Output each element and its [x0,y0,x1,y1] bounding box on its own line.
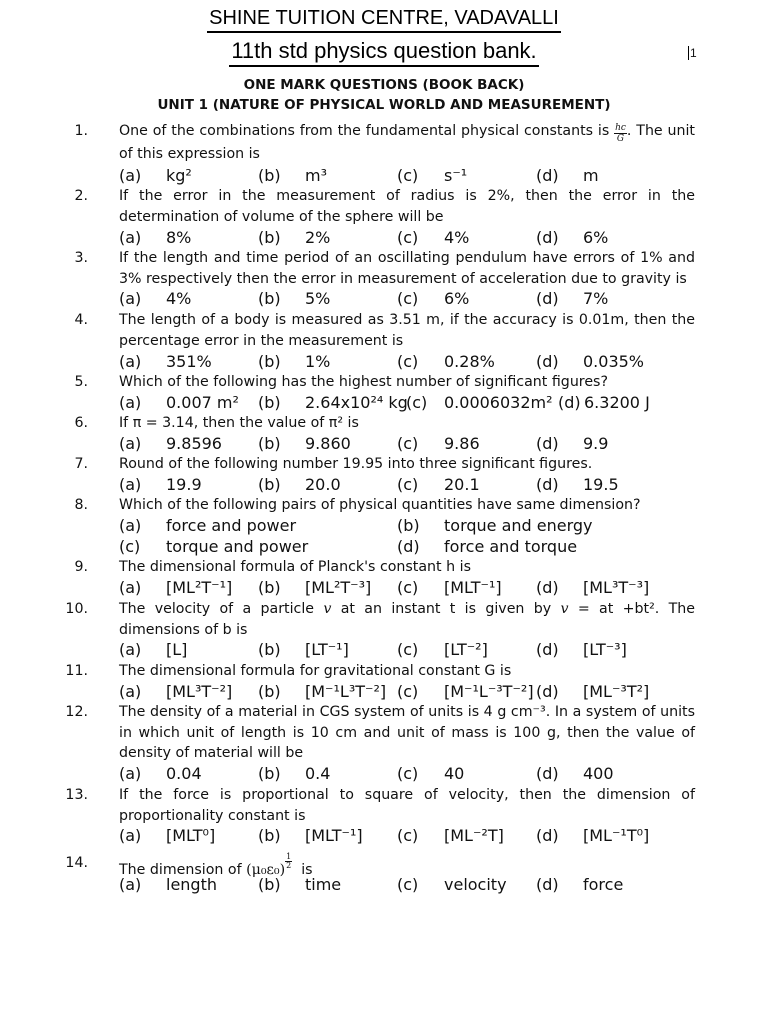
question-text: The density of a material in CGS system of units is 4 g cm⁻³. In a system of units in which unit of length is 10 cm and unit of mass is 100 g, then the value of density of material will be [119,704,695,761]
option-value-a: kg² [166,166,192,185]
option-value-d: 19.5 [583,475,619,494]
option-value-c: 40 [444,764,465,783]
option-label-b: (b) [258,640,281,659]
option-value-d: [ML⁻³T²] [583,682,650,701]
option-label-a: (a) [119,875,142,894]
option-value-a: [ML³T⁻²] [166,682,233,701]
question-text-part: at an instant t is given by [331,601,561,617]
option-label-d: (d) [536,764,559,783]
options-row [0,228,768,248]
option-label-c: (c) [397,826,419,845]
option-value-b: [LT⁻¹] [305,640,349,659]
question-text: The dimensional formula of Planck's constant h is [119,559,471,575]
option-value-d: m [583,166,599,185]
option-label-a: (a) [119,289,142,308]
fraction-denominator: G [616,134,625,144]
option-label-d: (d) [558,393,581,412]
option-value-c: 20.1 [444,475,480,494]
option-value-b: 5% [305,289,331,308]
option-value-a: length [166,875,217,894]
option-label-c: (c) [397,475,419,494]
option-value-a: 4% [166,289,192,308]
option-label-b: (b) [258,875,281,894]
option-value-c: 9.86 [444,434,480,453]
option-value-d: [ML³T⁻³] [583,578,650,597]
question-text-part: . The unit of this expression is [119,123,695,162]
options-row [0,434,768,454]
option-label-d: (d) [536,682,559,701]
options-row [0,352,768,372]
option-value-d: force [583,875,624,894]
option-value-b: 1% [305,352,331,371]
option-label-b: (b) [258,289,281,308]
option-label-c: (c) [397,682,419,701]
velocity-symbol: v [560,601,569,617]
option-label-c: (c) [397,228,419,247]
options-row [0,516,768,536]
option-value-a: 19.9 [166,475,202,494]
option-label-b: (b) [258,166,281,185]
option-label-c: (c) [397,640,419,659]
option-label-b: (b) [258,826,281,845]
options-row [0,475,768,495]
option-value-d: 7% [583,289,609,308]
option-value-c: 0.28% [444,352,495,371]
school-name: SHINE TUITION CENTRE, VADAVALLI [207,7,561,33]
options-row [0,826,768,846]
option-value-a: [ML²T⁻¹] [166,578,233,597]
option-label-c: (c) [397,352,419,371]
question-number: 3. [74,250,88,266]
book-title: 11th std physics question bank. [229,38,538,67]
option-value-a: [MLT⁰] [166,826,216,845]
exponent-numerator: 1 [286,852,292,861]
option-value-d: [LT⁻³] [583,640,627,659]
option-value-c: 0.0006032m² [444,393,553,412]
option-label-d: (d) [397,537,420,556]
option-value-c: [ML⁻²T] [444,826,504,845]
option-label-c: (c) [397,289,419,308]
option-label-a: (a) [119,475,142,494]
options-row [0,640,768,660]
option-value-b: time [305,875,342,894]
option-label-b: (b) [397,516,420,535]
option-value-d: 6.3200 J [584,393,650,412]
option-value-b: 20.0 [305,475,341,494]
option-label-a: (a) [119,352,142,371]
question-text: The length of a body is measured as 3.51 m, if the accuracy is 0.01m, then the percentage error in the measurement is [119,312,695,349]
option-value-b: [ML²T⁻³] [305,578,372,597]
option-label-a: (a) [119,166,142,185]
option-label-d: (d) [536,578,559,597]
option-label-c: (c) [397,166,419,185]
option-label-b: (b) [258,475,281,494]
option-value-b: [MLT⁻¹] [305,826,363,845]
option-label-a: (a) [119,434,142,453]
option-label-a: (a) [119,516,142,535]
option-label-c: (c) [397,434,419,453]
option-label-d: (d) [536,434,559,453]
question-text: If the force is proportional to square of velocity, then the dimension of proportionality constant is [119,787,695,824]
option-value-c: s⁻¹ [444,166,468,185]
option-label-d: (d) [536,640,559,659]
option-value-a: force and power [166,516,297,535]
question-number: 5. [74,374,88,390]
option-label-b: (b) [258,228,281,247]
question-text: Round of the following number 19.95 into three significant figures. [119,456,593,472]
fraction-numerator: hc [615,123,626,133]
option-label-a: (a) [119,578,142,597]
question-text-part: The dimension of [119,862,247,878]
question-text-part: is [292,862,313,878]
options-row [0,393,768,413]
option-value-d: 9.9 [583,434,609,453]
option-label-c: (c) [406,393,428,412]
page-number: 1 [690,46,697,60]
question-number: 11. [65,663,88,679]
option-value-c: 6% [444,289,470,308]
option-label-b: (b) [258,352,281,371]
option-label-b: (b) [258,578,281,597]
option-label-c: (c) [119,537,141,556]
option-label-d: (d) [536,475,559,494]
option-label-d: (d) [536,352,559,371]
question-number: 10. [65,601,88,617]
option-value-c: [M⁻¹L⁻³T⁻²] [444,682,534,701]
question-text: If the error in the measurement of radius is 2%, then the error in the determination of volume of the sphere will be [119,188,695,225]
exponent-denominator: 2 [286,861,292,870]
option-value-d: 6% [583,228,609,247]
options-row [0,289,768,309]
option-value-a: 0.007 m² [166,393,239,412]
question-text: The dimensional formula for gravitational constant G is [119,663,512,679]
option-label-b: (b) [258,764,281,783]
option-value-a: 351% [166,352,212,371]
question-number: 9. [74,559,88,575]
option-label-c: (c) [397,875,419,894]
question-text-part: The velocity of a particle [119,601,324,617]
question-number: 12. [65,704,88,720]
question-number: 2. [74,188,88,204]
option-value-a: 8% [166,228,192,247]
option-label-b: (b) [258,393,281,412]
option-value-d: 0.035% [583,352,645,371]
question-text [119,121,695,165]
question-number: 4. [74,312,88,328]
option-value-b: [M⁻¹L³T⁻²] [305,682,387,701]
question-text: If π = 3.14, then the value of π² is [119,415,359,431]
option-label-c: (c) [397,578,419,597]
option-label-d: (d) [536,228,559,247]
option-value-b: 2% [305,228,331,247]
option-value-a: 0.04 [166,764,202,783]
unit-title: UNIT 1 (NATURE OF PHYSICAL WORLD AND MEASUREMENT) [157,97,611,113]
school-name-header [0,7,768,33]
question-number: 7. [74,456,88,472]
option-value-c: 4% [444,228,470,247]
option-value-b: 2.64x10²⁴ kg [305,393,408,412]
options-row [0,166,768,186]
option-label-d: (d) [536,289,559,308]
options-row [0,875,768,895]
question-number: 13. [65,787,88,803]
option-label-a: (a) [119,640,142,659]
option-value-d: force and torque [444,537,578,556]
option-value-d: [ML⁻¹T⁰] [583,826,650,845]
options-row [0,682,768,702]
option-label-d: (d) [536,826,559,845]
section-title: ONE MARK QUESTIONS (BOOK BACK) [243,77,525,93]
option-label-d: (d) [536,875,559,894]
question-text: Which of the following pairs of physical quantities have same dimension? [119,497,641,513]
options-row [0,578,768,598]
option-value-c: torque and power [166,537,309,556]
question-text: Which of the following has the highest number of significant figures? [119,374,608,390]
question-number: 8. [74,497,88,513]
velocity-symbol: v [323,601,332,617]
question-text-part: One of the combinations from the fundamental physical constants is [119,123,615,139]
option-label-a: (a) [119,826,142,845]
hc-over-g-fraction [614,123,627,144]
options-row [0,764,768,784]
question-text: If the length and time period of an oscillating pendulum have errors of 1% and 3% respectively then the error in measurement of acceleration due to gravity is [119,250,695,287]
option-label-a: (a) [119,393,142,412]
option-value-c: [LT⁻²] [444,640,488,659]
options-row [0,537,768,557]
option-label-a: (a) [119,228,142,247]
option-value-b: torque and energy [444,516,593,535]
question-text [119,599,695,640]
option-value-b: 9.860 [305,434,351,453]
option-value-a: 9.8596 [166,434,222,453]
option-label-a: (a) [119,764,142,783]
option-value-b: 0.4 [305,764,331,783]
option-value-a: [L] [166,640,188,659]
option-label-b: (b) [258,434,281,453]
option-value-d: 400 [583,764,614,783]
option-label-d: (d) [536,166,559,185]
option-label-a: (a) [119,682,142,701]
option-value-b: m³ [305,166,327,185]
mu-epsilon-expression: (μ₀ε₀) [246,862,286,878]
question-number: 6. [74,415,88,431]
question-number: 1. [74,123,88,139]
option-value-c: [MLT⁻¹] [444,578,502,597]
question-number: 14. [65,855,88,871]
option-label-b: (b) [258,682,281,701]
question-text-part: = at +bt². The dimensions of b is [119,601,696,638]
option-label-c: (c) [397,764,419,783]
book-title-header [0,38,768,67]
option-value-c: velocity [444,875,507,894]
